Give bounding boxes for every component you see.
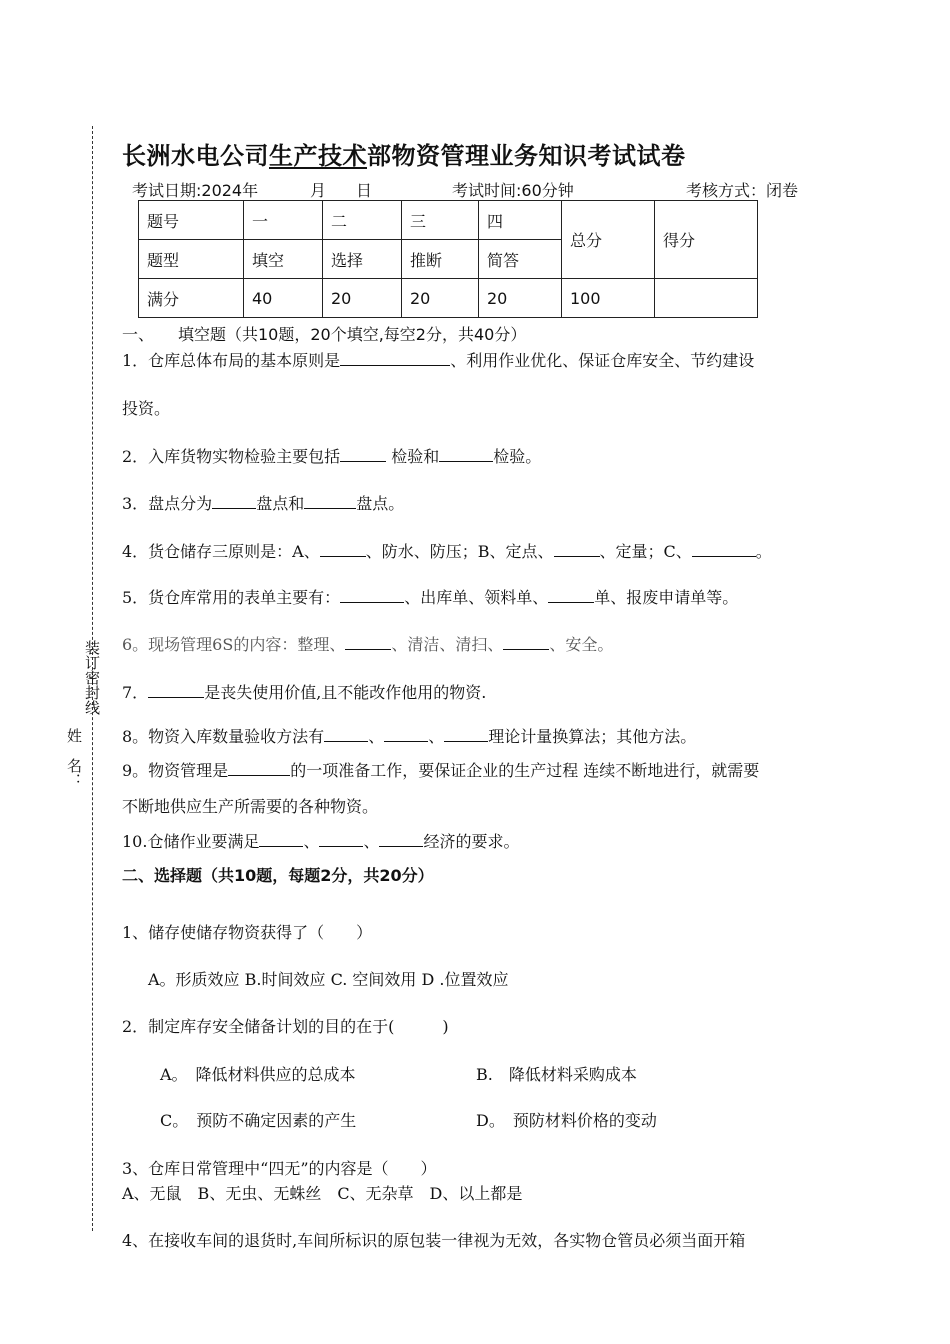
question-2: 2．入库货物实物检验主要包括 检验和 检验。 bbox=[122, 447, 542, 466]
option-b: B. 降低材料采购成本 bbox=[476, 1065, 637, 1084]
exam-time: 考试时间:60分钟 bbox=[452, 181, 574, 200]
cell: 四 bbox=[479, 201, 562, 240]
question-6: 6。现场管理6S的内容：整理、 、清洁、清扫、 、安全。 bbox=[122, 635, 614, 654]
cell: 20 bbox=[479, 279, 562, 318]
cell: 题型 bbox=[139, 240, 244, 279]
cell: 填空 bbox=[244, 240, 323, 279]
seal-line-label: 装订密封线 bbox=[83, 640, 101, 715]
exam-day: 日 bbox=[356, 181, 373, 200]
section-1-heading: 一、 填空题（共10题，20个填空,每空2分，共40分） bbox=[122, 325, 527, 344]
choice-question-4: 4、在接收车间的退货时,车间所标识的原包装一律视为无效，各实物仓管员必须当面开箱 bbox=[122, 1231, 746, 1250]
choice-question-1-options: A。形质效应 B.时间效应 C. 空间效用 D .位置效应 bbox=[148, 970, 509, 989]
exam-title: 长洲水电公司生产技术部物资管理业务知识考试试卷 bbox=[122, 142, 686, 170]
question-1: 1．仓库总体布局的基本原则是 、利用作业优化、保证仓库安全、节约建设 bbox=[122, 351, 755, 370]
exam-mode: 考核方式：闭卷 bbox=[686, 181, 799, 200]
cell: 100 bbox=[562, 279, 655, 318]
cell: 一 bbox=[244, 201, 323, 240]
cell: 满分 bbox=[139, 279, 244, 318]
option-d: D。 预防材料价格的变动 bbox=[476, 1111, 657, 1130]
section-2-heading: 二、选择题（共10题，每题2分，共20分） bbox=[122, 866, 434, 885]
name-label: 姓 名： bbox=[65, 728, 83, 788]
cell: 40 bbox=[244, 279, 323, 318]
question-5: 5．货仓库常用的表单主要有： 、出库单、领料单、 单、报废申请单等。 bbox=[122, 588, 739, 607]
option-c: C。 预防不确定因素的产生 bbox=[160, 1111, 357, 1130]
choice-question-1: 1、储存使储存物资获得了（ ） bbox=[122, 923, 373, 942]
question-3: 3．盘点分为 盘点和 盘点。 bbox=[122, 494, 405, 513]
cell: 推断 bbox=[402, 240, 479, 279]
exam-month: 月 bbox=[310, 181, 327, 200]
choice-question-2: 2．制定库存安全储备计划的目的在于( ) bbox=[122, 1017, 449, 1036]
score-header: 得分 bbox=[655, 201, 758, 279]
cell: 三 bbox=[402, 201, 479, 240]
question-9-cont: 不断地供应生产所需要的各种物资。 bbox=[122, 797, 379, 816]
choice-question-3-options: A、无鼠 B、无虫、无蛛丝 C、无杂草 D、以上都是 bbox=[122, 1184, 523, 1203]
score-cell[interactable] bbox=[655, 279, 758, 318]
exam-date: 考试日期:2024年 bbox=[132, 181, 259, 200]
option-a: A。 降低材料供应的总成本 bbox=[160, 1065, 356, 1084]
cell: 20 bbox=[323, 279, 402, 318]
question-8: 8。物资入库数量验收方法有 、 、 理论计量换算法；其他方法。 bbox=[122, 727, 697, 746]
question-4: 4．货仓储存三原则是：A、 、防水、防压；B、定点、 、定量；C、 。 bbox=[122, 542, 772, 561]
cell: 简答 bbox=[479, 240, 562, 279]
cell: 选择 bbox=[323, 240, 402, 279]
question-9: 9。物资管理是 的一项准备工作，要保证企业的生产过程 连续不断地进行，就需要 bbox=[122, 761, 760, 780]
score-table bbox=[138, 200, 758, 318]
cell: 题号 bbox=[139, 201, 244, 240]
question-10: 10.仓储作业要满足 、 、 经济的要求。 bbox=[122, 832, 520, 851]
question-7: 7． 是丧失使用价值,且不能改作他用的物资. bbox=[122, 683, 487, 702]
cell: 二 bbox=[323, 201, 402, 240]
total-header: 总分 bbox=[562, 201, 655, 279]
question-1-cont: 投资。 bbox=[122, 399, 171, 418]
cell: 20 bbox=[402, 279, 479, 318]
choice-question-3: 3、仓库日常管理中“四无”的内容是（ ） bbox=[122, 1159, 437, 1178]
